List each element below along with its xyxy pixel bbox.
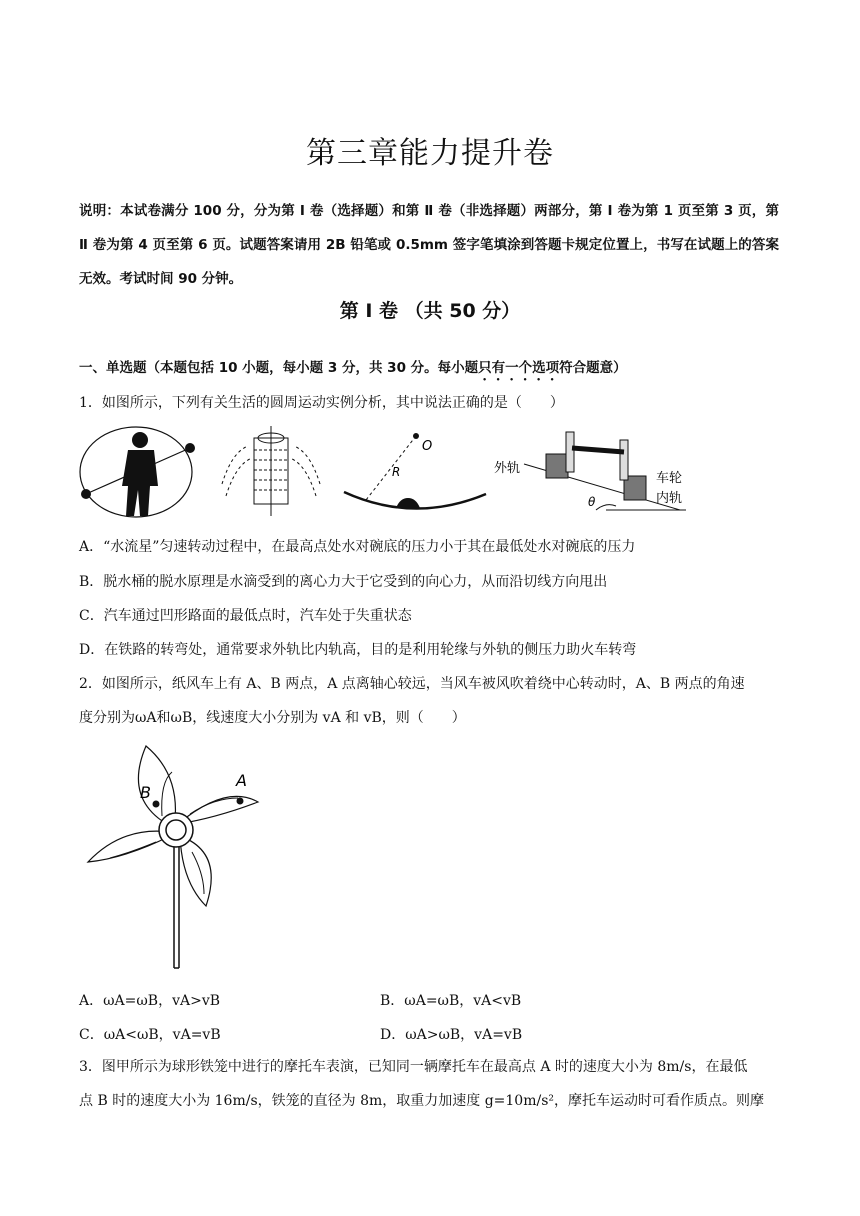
q1-option-a: A．“水流星”匀速转动过程中，在最高点处水对碗底的压力小于其在最低处水对碗底的压力 (79, 539, 636, 555)
q3-line2: 点 B 时的速度大小为 16m/s，铁笼的直径为 8m，取重力加速度 g=10m/s²，摩托车运动时可看作质点。则摩 (79, 1093, 765, 1109)
q1-option-c: C．汽车通过凹形路面的最低点时，汽车处于失重状态 (79, 608, 412, 624)
q2-stem-line2: 度分别为ωA和ωB，线速度大小分别为 vA 和 vB，则（ ） (79, 710, 466, 726)
label-B: B (140, 783, 151, 802)
railway-diagram (494, 432, 686, 510)
q1-figure (76, 424, 696, 524)
label-inner-rail: 内轨 (656, 491, 683, 506)
label-A: A (236, 771, 247, 790)
q2-option-a: A．ωA=ωB，vA>vB (79, 993, 221, 1009)
q3-line1: 3．图甲所示为球形铁笼中进行的摩托车表演，已知同一辆摩托车在最高点 A 时的速度大小为 8m/s，在最低 (79, 1059, 748, 1075)
q2-option-b: B．ωA=ωB，vA<vB (380, 993, 522, 1009)
q1-option-d: D．在铁路的转弯处，通常要求外轨比内轨高，目的是利用轮缘与外轨的侧压力助火车转弯 (79, 642, 637, 658)
part-heading-emphasis: 只有一个选项 (478, 360, 560, 376)
spin-dryer-diagram (222, 426, 320, 516)
page-title: 第三章能力提升卷 (306, 136, 554, 171)
part-heading (79, 356, 627, 384)
pinwheel-figure (86, 742, 270, 974)
part-heading-prefix: 一、单选题（本题包括 10 小题，每小题 3 分，共 30 分。每小题 (79, 360, 479, 376)
part-heading-suffix: 符合题意） (559, 360, 627, 376)
label-outer-rail: 外轨 (494, 461, 521, 476)
q2-option-d: D．ωA>ωB，vA=vB (380, 1027, 523, 1043)
water-meteor-diagram (80, 427, 195, 517)
q2-stem-line1: 2．如图所示，纸风车上有 A、B 两点，A 点离轴心较远，当风车被风吹着绕中心转动时，A、B 两点的角速 (79, 676, 745, 692)
instructions-note: 说明：本试卷满分 100 分，分为第 Ⅰ 卷（选择题）和第 Ⅱ 卷（非选择题）两部分，第 Ⅰ 卷为第 1 页至第 3 页，第 Ⅱ 卷为第 4 页至第 6 页。试题答案请用 2B 铅笔或 0.5mm 签字笔填涂到答题卡规定位置上，书写在试题上的答案无效。考试时间 90 分钟。 (79, 203, 779, 287)
section-title: 第 Ⅰ 卷 （共 50 分） (339, 300, 521, 322)
label-wheel: 车轮 (656, 471, 683, 486)
q2-option-c: C．ωA<ωB，vA=vB (79, 1027, 221, 1043)
label-O: O (422, 439, 433, 454)
q1-stem: 1．如图所示，下列有关生活的圆周运动实例分析，其中说法正确的是（ ） (79, 395, 564, 411)
q1-option-b: B．脱水桶的脱水原理是水滴受到的离心力大于它受到的向心力，从而沿切线方向甩出 (79, 574, 608, 590)
label-R: R (392, 465, 401, 479)
label-theta: θ (588, 495, 596, 509)
concave-road-diagram (344, 433, 486, 509)
